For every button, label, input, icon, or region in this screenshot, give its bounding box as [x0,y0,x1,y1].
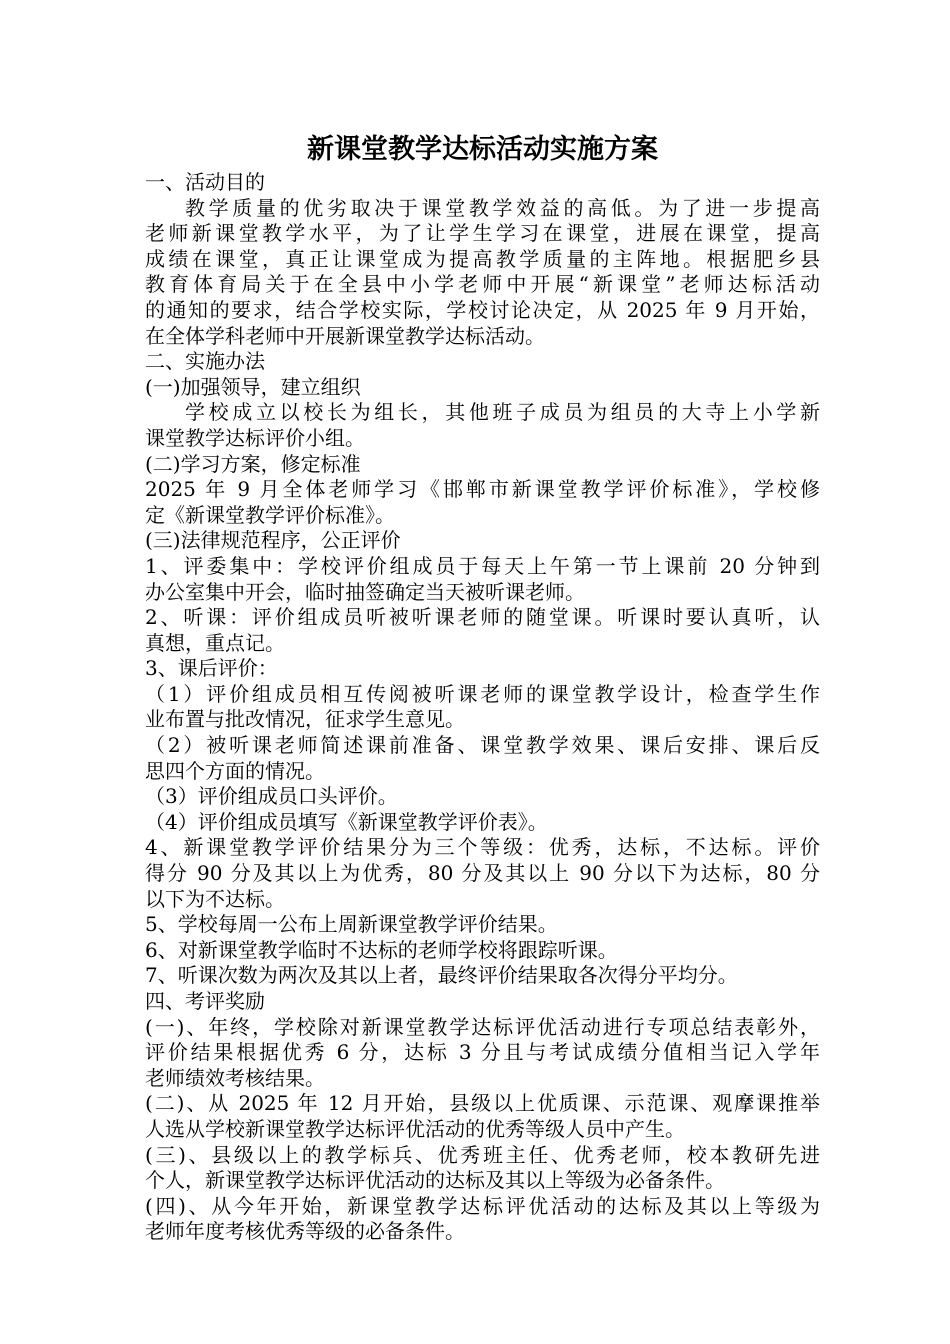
document-line: 定《新课堂教学评价标准》。 [145,502,395,527]
document-line: 以下为不达标。 [145,886,285,911]
document-line: 教学质量的优劣取决于课堂教学效益的高低。为了进一步提高 [185,195,820,220]
document-line: (四)、从今年开始，新课堂教学达标评优活动的达标及其以上等级为 [145,1193,820,1218]
document-page [145,130,820,1245]
document-line: 一、活动目的 [145,170,265,194]
document-line: 老师年度考核优秀等级的必备条件。 [145,1219,465,1244]
document-line: (二)、从 2025 年 12 月开始，县级以上优质课、示范课、观摩课推举 [145,1091,820,1116]
document-line: （1）评价组成员相互传阅被听课老师的课堂教学设计，检查学生作 [145,681,820,706]
document-line: 老师绩效考核结果。 [145,1065,325,1090]
document-line: (三)、县级以上的教学标兵、优秀班主任、优秀老师，校本教研先进 [145,1142,820,1167]
document-line: 人选从学校新课堂教学达标评优活动的优秀等级人员中产生。 [145,1116,685,1141]
document-line: 2025 年 9 月全体老师学习《邯郸市新课堂教学评价标准》，学校修 [145,477,820,502]
document-line: 学校成立以校长为组长，其他班子成员为组员的大寺上小学新 [185,400,820,425]
document-line: 2、听课：评价组成员听被听课老师的随堂课。听课时要认真听，认 [145,605,820,630]
document-line: 二、实施办法 [145,349,265,374]
document-line: (二)学习方案，修定标准 [145,451,361,476]
document-line: 3、课后评价： [145,656,278,681]
document-line: (一)加强领导，建立组织 [145,374,361,399]
document-line: （2）被听课老师简述课前准备、课堂教学效果、课后安排、课后反 [145,733,820,758]
document-line: 业布置与批改情况，征求学生意见。 [145,707,465,732]
document-line: 老师新课堂教学水平，为了让学生学习在课堂，进展在课堂，提高 [145,221,820,246]
document-line: (三)法律规范程序，公正评价 [145,528,401,553]
document-line: 真想，重点记。 [145,630,285,655]
document-line: 1、评委集中：学校评价组成员于每天上午第一节上课前 20 分钟到 [145,553,820,578]
document-line: 7、听课次数为两次及其以上者，最终评价结果取各次得分平均分。 [145,963,738,988]
document-body [145,170,820,1245]
document-line: 成绩在课堂，真正让课堂成为提高教学质量的主阵地。根据肥乡县 [145,246,820,271]
document-line: 四、考评奖励 [145,989,265,1013]
document-line: 思四个方面的情况。 [145,758,325,783]
document-line: 得分 90 分及其以上为优秀，80 分及其以上 90 分以下为达标，80 分 [145,861,820,886]
document-line: 个人，新课堂教学达标评优活动的达标及其以上等级为必备条件。 [145,1168,725,1193]
document-line: 办公室集中开会，临时抽签确定当天被听课老师。 [145,579,585,604]
document-line: 的通知的要求，结合学校实际，学校讨论决定，从 2025 年 9 月开始， [145,297,820,322]
document-title: 新课堂教学达标活动实施方案 [307,134,658,165]
document-line: 5、学校每周一公布上周新课堂教学评价结果。 [145,912,558,937]
document-line: 课堂教学达标评价小组。 [145,425,365,450]
document-line: 6、对新课堂教学临时不达标的老师学校将跟踪听课。 [145,937,618,962]
document-line: 在全体学科老师中开展新课堂教学达标活动。 [145,323,545,348]
document-line: 教育体育局关于在全县中小学老师中开展“新课堂”老师达标活动 [145,272,820,297]
document-line: (一)、年终，学校除对新课堂教学达标评优活动进行专项总结表彰外， [145,1014,820,1039]
document-line: （4）评价组成员填写《新课堂教学评价表》。 [145,809,548,834]
document-line: 评价结果根据优秀 6 分，达标 3 分且与考试成绩分值相当记入学年 [145,1040,820,1065]
document-line: （3）评价组成员口头评价。 [145,784,398,809]
document-line: 4、新课堂教学评价结果分为三个等级：优秀，达标，不达标。评价 [145,835,820,860]
